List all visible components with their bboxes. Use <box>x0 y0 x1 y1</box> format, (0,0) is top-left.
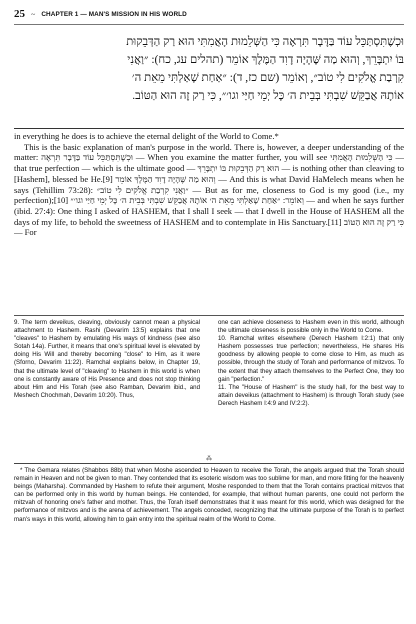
hebrew-line: קִרְבַת אֱלֹקִים לִי טוֹב״, וְאוֹמֵר (שם כז, ד): ״אַחַת שָׁאַלְתִּי מֵאֵת ה׳ <box>131 71 404 84</box>
running-header <box>14 6 404 25</box>
hebrew-line: אוֹתָהּ אֲבַקֵּשׁ שִׁבְתִּי בְּבֵית ה׳ כָּל יְמֵי חַיַּי וגו׳״, כִּי רַק זֶה הוּא הַטּוֹב. <box>132 89 404 102</box>
header-ornament-icon: ~ <box>31 9 36 19</box>
english-commentary <box>14 131 404 309</box>
footnote-9-continued: one can achieve closeness to Hashem even in this world, although the ultimate closeness is possible only in the World to Come. <box>218 319 404 335</box>
english-paragraph: This is the basic explanation of man's purpose in the world. There is, however, a deeper understanding of the matter: וּכְשֶׁתִּסְתַּכֵּל עוֹד בַּדָּבָר תִּרְאֶה — When you examine the matter further, you will see כִּי הַשְּׁלֵמוּת הָאֲמִתִּי — that true perfection — which is the ultimate good — הוּא רַק הַדְּבֵקוּת בּוֹ יִתְבָּרֵךְ — is nothing other than cleaving to [Hashem], blessed be He.[9] וְהוּא מַה שֶּׁהָיָה דָוִד הַמֶּלֶךְ אוֹמֵר — And this is what David HaMelech means when he says (Tehillim 73:28): ״וַאֲנִי קִרְבַת אֱלֹקִים לִי טוֹב״ — But as for me, closeness to God is my good (i.e., my perfection);[10] וְאוֹמֵר: ״אַחַת שָׁאַלְתִּי מֵאֵת ה׳ אוֹתָהּ אֲבַקֵּשׁ שִׁבְתִּי בְּבֵית ה׳ כָּל יְמֵי חַיַּי וגו׳״ — and when he says further (ibid. 27:4): One thing I asked of HASHEM, that I shall I seek — that I dwell in the House of HASHEM all the days of my life, to behold the sweetness of HASHEM and to contemplate in His Sanctuary.[11] כִּי רַק זֶה הוּא הַטּוֹב — For <box>14 141 404 238</box>
gemara-note-text: * The Gemara relates (Shabbos 88b) that when Moshe ascended to Heaven to receive the Torah, the angels argued that the Torah should remain in Heaven and not be given to man. They contended that its esoteric wisdom was too sublime for man, and more fitting for the heavenly beings (Maharsha). Commanded by Hashem to refute their argument, Moshe responded to them that the Torah contains practical mitzvos that can be performed only in this world by human beings. He contended, for example, that without human parents, one could not perform the mitzvah of honoring one's father and mother. Thus, the Torah itself demonstrates that it was meant for this world, which was designed for the performance of mitzvos and is the arena of achievement. The angels conceded, recognizing that the ultimate purpose of the Torah is to perfect man's ways in this world, allowing him to gain entry into the spiritual realm of the World to Come. <box>14 467 404 523</box>
hebrew-line: וּכְשֶׁתִּסְתַּכֵּל עוֹד בַּדָּבָר תִּרְאֶה כִּי הַשְּׁלֵמוּת הָאֲמִתִּי הוּא רַק הַדְּבֵקוּת <box>126 35 404 48</box>
gemara-footnote <box>14 463 404 617</box>
footnote-11: 11. The "House of Hashem" is the study hall, for the best way to attain deveikus (attachment to Hashem) is through Torah study (see Derech Hashem I:4:9 and IV:2:2). <box>218 383 404 407</box>
page-number: 25 <box>14 8 25 20</box>
footnote-10: 10. Ramchal writes elsewhere (Derech Hashem I:2:1) that only Hashem possesses true perfection; nevertheless, He shares His goodness by allowing people to come close to Him, as much as possible, through the study of Torah and performance of mitzvos. To the extent that they attach themselves to the Perfect One, they too gain "perfection." <box>218 335 404 383</box>
divider <box>14 128 404 129</box>
hebrew-line: בּוֹ יִתְבָּרֵךְ, וְהוּא מַה שֶּׁהָיָה דָוִד הַמֶּלֶךְ אוֹמֵר (תהלים עג, כח): ״וַאֲנִי <box>127 53 404 66</box>
hebrew-text-block <box>14 33 404 125</box>
english-paragraph: in everything he does is to achieve the eternal delight of the World to Come.* <box>14 131 279 141</box>
footnote-9: 9. The term deveikus, cleaving, obviously cannot mean a physical attachment to Hashem. Rashi (Devarim 13:5) explains that one "cleaves" to Hashem by emulating His ways of kindness (see also Sotah 14a). Further, it means that one's spiritual level is elevated by doing His Will and thereby becoming "close" to Him, as it were (Sforno, Devarim 11:22). Ramchal explains below, in Chapter 19, that the ultimate level of "cleaving" to Hashem in this world is when one is constantly aware of His Presence and does not stop thinking about Him and His Torah (see also Ramban, Devarim ibid., and Meshech Chochmah, Devarim 10:20). Thus, <box>14 319 200 399</box>
separator-ornament-icon: ⁂ <box>206 456 212 462</box>
chapter-title: CHAPTER 1 — MAN'S MISSION IN HIS WORLD <box>41 10 187 18</box>
